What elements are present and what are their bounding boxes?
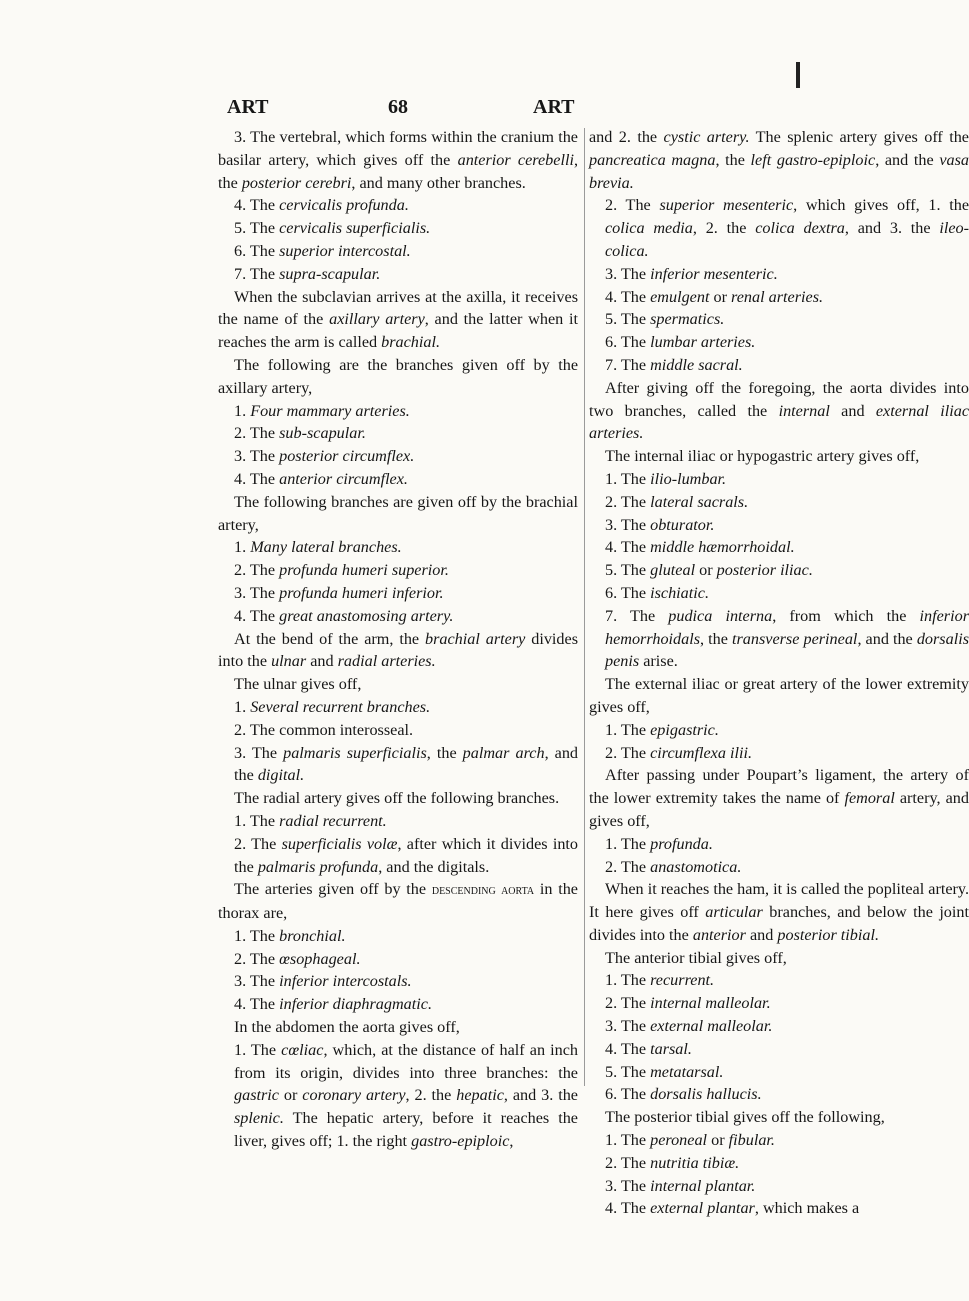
paragraph: 3. The obturator.: [605, 515, 715, 534]
paragraph: 5. The gluteal or posterior iliac.: [605, 561, 813, 580]
paragraph: 4. The middle hæmorrhoidal.: [605, 538, 795, 557]
paragraph: The following are the branches given off by the axillary artery,: [218, 355, 578, 397]
paragraph: The internal iliac or hypogastric artery gives off,: [605, 447, 920, 466]
paragraph: 2. The circumflexa ilii.: [605, 743, 753, 762]
paragraph: The ulnar gives off,: [234, 675, 362, 694]
column-divider: [584, 128, 585, 1086]
paragraph: 3. The posterior circumflex.: [234, 447, 415, 466]
paragraph: 2. The lateral sacrals.: [605, 492, 749, 511]
paragraph: When it reaches the ham, it is called the popliteal artery. It here gives off articular branches, and below the joint divides into the anterior and posterior tibial.: [589, 880, 969, 944]
running-header: [0, 96, 800, 120]
paragraph: 1. Many lateral branches.: [234, 538, 402, 557]
paragraph: 2. The sub-scapular.: [234, 424, 366, 443]
paragraph: 1. The epigastric.: [605, 720, 719, 739]
paragraph: 4. The tarsal.: [605, 1039, 692, 1058]
paragraph: The arteries given off by the descending aorta in the thorax are,: [218, 880, 578, 923]
paragraph: 1. Four mammary arteries.: [234, 401, 410, 420]
paragraph: The anterior tibial gives off,: [605, 948, 787, 967]
paragraph: 6. The superior intercostal.: [234, 241, 411, 260]
paragraph: 2. The superior mesenteric, which gives off, 1. the colica media, 2. the colica dextra, and 3. the ileo-colica.: [605, 196, 969, 260]
paragraph: 2. The œsophageal.: [234, 949, 361, 968]
paragraph: 2. The internal malleolar.: [605, 994, 771, 1013]
paragraph: The posterior tibial gives off the following,: [605, 1108, 885, 1127]
paragraph: 2. The anastomotica.: [605, 857, 742, 876]
paragraph: 1. The radial recurrent.: [234, 811, 387, 830]
paragraph: 4. The external plantar, which makes a: [605, 1199, 860, 1218]
left-column: [218, 126, 578, 1153]
header-left-word: ART: [227, 96, 269, 118]
paragraph: The following branches are given off by the brachial artery,: [218, 492, 578, 534]
paragraph: 7. The middle sacral.: [605, 355, 743, 374]
paragraph: 4. The inferior diaphragmatic.: [234, 995, 432, 1014]
paragraph: 2. The common interosseal.: [234, 720, 414, 739]
paragraph: 1. Several recurrent branches.: [234, 697, 431, 716]
page-number: 68: [388, 96, 408, 118]
paragraph: 3. The internal plantar.: [605, 1176, 756, 1195]
paragraph: 6. The lumbar arteries.: [605, 333, 756, 352]
header-right-word: ART: [533, 96, 575, 118]
right-column: [589, 126, 969, 1220]
paragraph: 7. The pudica interna, from which the inferior hemorrhoidals, the transverse perineal, and the dorsalis penis arise.: [605, 606, 969, 671]
paragraph: 1. The profunda.: [605, 834, 713, 853]
paragraph: 5. The spermatics.: [605, 310, 725, 329]
paragraph: 4. The anterior circumflex.: [234, 469, 408, 488]
paragraph: 2. The profunda humeri superior.: [234, 561, 449, 580]
paragraph: 4. The great anastomosing artery.: [234, 606, 454, 625]
paragraph: 3. The palmaris superficialis, the palmar arch, and the digital.: [234, 743, 579, 785]
paragraph: After passing under Poupart’s ligament, the artery of the lower extremity takes the name of femoral artery, and gives off,: [589, 766, 969, 830]
paragraph: The external iliac or great artery of the lower extremity gives off,: [589, 675, 969, 716]
paragraph: 1. The recurrent.: [605, 971, 715, 990]
paragraph: In the abdomen the aorta gives off,: [234, 1018, 460, 1037]
paragraph: When the subclavian arrives at the axilla, it receives the name of the axillary artery, and the latter when it reaches the arm is called brachial.: [218, 287, 578, 352]
paragraph: 1. The bronchial.: [234, 926, 346, 945]
paragraph: After giving off the foregoing, the aorta divides into two branches, called the internal and external iliac arteries.: [589, 378, 969, 443]
paragraph: 4. The emulgent or renal arteries.: [605, 287, 824, 306]
paragraph: 3. The profunda humeri inferior.: [234, 583, 444, 602]
paragraph: 6. The dorsalis hallucis.: [605, 1085, 762, 1104]
paragraph: At the bend of the arm, the brachial artery divides into the ulnar and radial arteries.: [218, 629, 578, 671]
paragraph: 1. The ilio-lumbar.: [605, 469, 727, 488]
paragraph: 1. The cœliac, which, at the distance of half an inch from its origin, divides into three branches: the gastric or coronary artery, 2. the hepatic, and 3. the splenic. The hepatic artery, before it reaches the liver, gives off; 1. the right gastro-epiploic,: [234, 1040, 578, 1151]
paragraph: 5. The metatarsal.: [605, 1062, 724, 1081]
paragraph: 6. The ischiatic.: [605, 583, 710, 602]
scan-edge-mark: [796, 62, 800, 88]
paragraph: 1. The peroneal or fibular.: [605, 1131, 775, 1150]
paragraph: 7. The supra-scapular.: [234, 264, 381, 283]
paragraph: 2. The nutritia tibiæ.: [605, 1153, 740, 1172]
paragraph: 3. The external malleolar.: [605, 1017, 773, 1036]
paragraph: The radial artery gives off the following branches.: [234, 789, 560, 808]
paragraph: 3. The vertebral, which forms within the cranium the basilar artery, which gives off the anterior cerebelli, the posterior cerebri, and many other branches.: [218, 128, 578, 192]
paragraph: 3. The inferior intercostals.: [234, 972, 412, 991]
paragraph: 2. The superficialis volæ, after which it divides into the palmaris profunda, and the digitals.: [234, 834, 579, 876]
paragraph: 3. The inferior mesenteric.: [605, 264, 778, 283]
paragraph: and 2. the cystic artery. The splenic artery gives off the pancreatica magna, the left gastro-epiploic, and the vasa brevia.: [589, 128, 969, 192]
paragraph: 4. The cervicalis profunda.: [234, 196, 409, 215]
paragraph: 5. The cervicalis superficialis.: [234, 219, 431, 238]
